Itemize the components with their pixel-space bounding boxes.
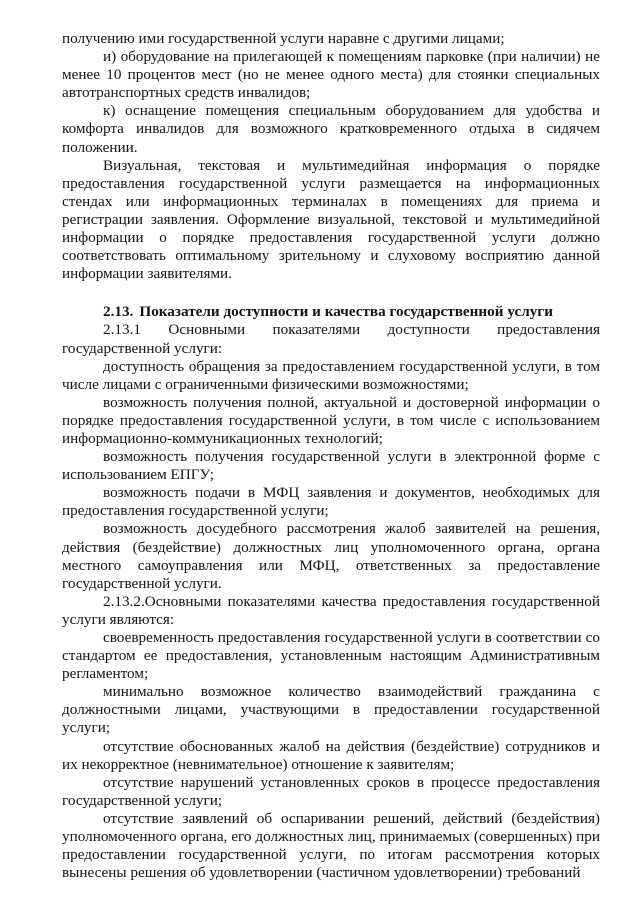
paragraph-2-13-2: 2.13.2.Основными показателями качества предоставления государственной услуги являются: bbox=[62, 592, 600, 628]
paragraph-quality-5: отсутствие заявлений об оспаривании решений, действий (бездействия) уполномоченного органа, его должностных лиц, принимаемых (совершенных) при предоставлении государственной услуги, по итогам рассмотрения которых вынесены решения об удовлетворении (частичном удовлетворении) требований bbox=[62, 809, 600, 882]
paragraph-accessibility-5: возможность досудебного рассмотрения жалоб заявителей на решения, действия (бездействие) должностных лиц уполномоченного органа, органа местного самоуправления или МФЦ, ответственных за предоставление государственной услуги. bbox=[62, 520, 600, 592]
section-heading bbox=[62, 303, 600, 321]
paragraph-accessibility-3: возможность получения государственной услуги в электронной форме с использованием ЕПГУ; bbox=[62, 448, 600, 484]
document-page bbox=[62, 30, 600, 882]
paragraph-accessibility-1: доступность обращения за предоставлением государственной услуги, в том числе лицами с ограниченными физическими возможностями; bbox=[62, 357, 600, 393]
section-number: 2.13. bbox=[103, 303, 134, 321]
paragraph-2-13-1: 2.13.1 Основными показателями доступности предоставления государственной услуги: bbox=[62, 321, 600, 357]
paragraph-quality-1: своевременность предоставления государственной услуги в соответствии со стандартом ее предоставления, установленным настоящим Административным регламентом; bbox=[62, 629, 600, 683]
paragraph-quality-2: минимально возможное количество взаимодействий гражданина с должностными лицами, участвующими в предоставлении государственной услуги; bbox=[62, 683, 600, 737]
paragraph-quality-3: отсутствие обоснованных жалоб на действия (бездействие) сотрудников и их некорректное (невнимательное) отношение к заявителям; bbox=[62, 737, 600, 773]
paragraph-item-k: к) оснащение помещения специальным оборудованием для удобства и комфорта инвалидов для возможного кратковременного отдыха в сидячем положении. bbox=[62, 102, 600, 156]
paragraph-continuation: получению ими государственной услуги наравне с другими лицами; bbox=[62, 30, 505, 47]
paragraph-accessibility-4: возможность подачи в МФЦ заявления и документов, необходимых для предоставления государственной услуги; bbox=[62, 484, 600, 520]
paragraph-visual-info: Визуальная, текстовая и мультимедийная информация о порядке предоставления государственной услуги размещается на информационных стендах или информационных терминалах в помещениях для приема и регистрации заявления. Оформление визуальной, текстовой и мультимедийной информации о порядке предоставления государственной услуги должно соответствовать оптимальному зрительному и слуховому восприятию данной информации заявителями. bbox=[62, 156, 600, 283]
paragraph-item-i: и) оборудование на прилегающей к помещениям парковке (при наличии) не менее 10 процентов мест (но не менее одного места) для стоянки специальных автотранспортных средств инвалидов; bbox=[62, 48, 600, 102]
paragraph-quality-4: отсутствие нарушений установленных сроков в процессе предоставления государственной услуги; bbox=[62, 773, 600, 809]
section-title: Показатели доступности и качества государственной услуги bbox=[139, 303, 553, 321]
paragraph-accessibility-2: возможность получения полной, актуальной и достоверной информации о порядке предоставления государственной услуги, в том числе с использованием информационно-коммуникационных технологий; bbox=[62, 393, 600, 447]
